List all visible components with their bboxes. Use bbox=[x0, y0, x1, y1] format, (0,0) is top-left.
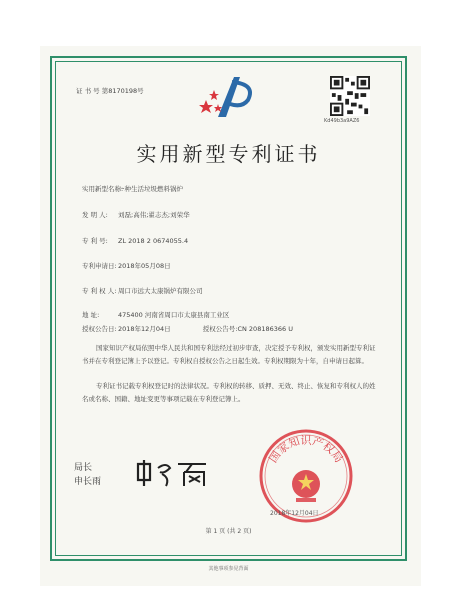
seal-date: 2018年12月04日 bbox=[270, 510, 319, 517]
field-patent-number bbox=[82, 236, 188, 245]
grant-date-label: 授权公告日: bbox=[82, 325, 117, 333]
field-inventors bbox=[82, 210, 190, 219]
certificate-number: 证 书 号 第8170198号 bbox=[76, 87, 144, 95]
director-title: 局长 bbox=[74, 463, 93, 473]
field-label: 地 址: bbox=[82, 311, 100, 319]
field-label: 专利申请日: bbox=[82, 262, 117, 270]
body-paragraph: 专利证书记载专利权登记时的法律状况。专利权的转移、质押、无效、终止、恢复和专利权人的姓名或名称、国籍、地址变更等事项记载在专利登记簿上。 bbox=[82, 382, 376, 403]
field-value: 一种生活垃圾燃料锅炉 bbox=[118, 185, 183, 193]
field-patentee bbox=[82, 286, 203, 295]
field-label: 发 明 人: bbox=[82, 211, 108, 219]
footer-note: 其他事项参见背面 bbox=[208, 566, 249, 572]
field-value: ZL 2018 2 0674055.4 bbox=[118, 237, 189, 245]
director-name: 申长雨 bbox=[74, 477, 102, 487]
grant-pub-value: CN 208186366 U bbox=[237, 325, 293, 333]
grant-pub-label: 授权公告号: bbox=[202, 325, 238, 333]
field-grant-info bbox=[82, 324, 293, 333]
field-value: 475400 河南省周口市太康县南工业区 bbox=[118, 311, 230, 319]
page-number: 第 1 页 (共 2 页) bbox=[205, 528, 252, 535]
field-value: 周口市远大太康锅炉有限公司 bbox=[118, 287, 203, 295]
field-application-date bbox=[82, 261, 171, 270]
field-label: 实用新型名称: bbox=[82, 185, 124, 193]
cnipa-logo-icon bbox=[196, 72, 262, 122]
svg-text:国家知识产权局 bbox=[267, 434, 346, 465]
body-paragraph: 国家知识产权局依照中华人民共和国专利法经过初步审查，决定授予专利权，颁发实用新型专利证书并在专利登记簿上予以登记。专利权自授权公告之日起生效。专利权期限为十年，自申请日起算。 bbox=[82, 344, 376, 365]
page-title: 实用新型专利证书 bbox=[136, 142, 321, 166]
qr-code-icon bbox=[330, 76, 370, 116]
signature-icon bbox=[134, 458, 214, 488]
field-address bbox=[82, 310, 229, 319]
qr-caption: Kd49b3a9AZ6 bbox=[324, 118, 360, 124]
field-label: 专 利 权 人: bbox=[82, 287, 117, 295]
field-value: 刘磊;高伟;翟志杰;刘荣华 bbox=[118, 211, 190, 219]
field-utility-model-name bbox=[82, 184, 183, 193]
field-label: 专 利 号: bbox=[82, 237, 108, 245]
seal-text: 国家知识产权局 bbox=[266, 434, 346, 466]
field-value: 2018年05月08日 bbox=[118, 262, 171, 270]
grant-date-value: 2018年12月04日 bbox=[118, 325, 171, 333]
